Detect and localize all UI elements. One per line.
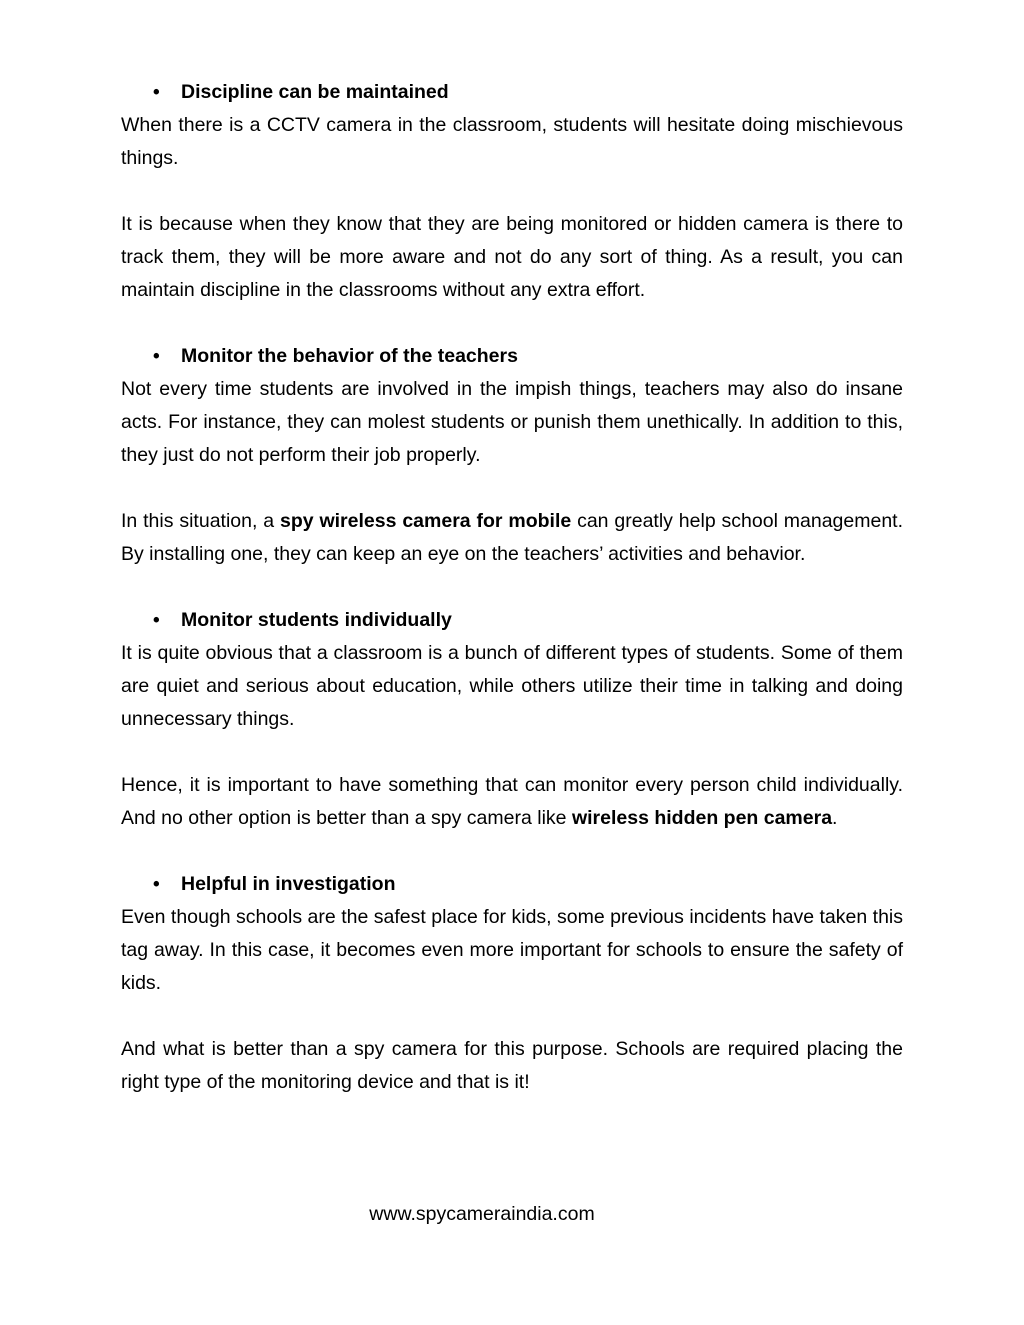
paragraph	[121, 505, 903, 571]
paragraph	[121, 769, 903, 835]
section-discipline	[121, 76, 903, 307]
section-investigation	[121, 868, 903, 1099]
text-run: In this situation, a	[121, 510, 280, 532]
section-heading	[121, 76, 903, 109]
bullet-icon: •	[153, 346, 160, 367]
section-heading	[121, 868, 903, 901]
paragraph: And what is better than a spy camera for this purpose. Schools are required placing the right type of the monitoring device and that is it!	[121, 1038, 903, 1093]
heading-text: Helpful in investigation	[181, 873, 396, 895]
bullet-icon: •	[153, 610, 160, 631]
paragraph: Not every time students are involved in the impish things, teachers may also do insane acts. For instance, they can molest students or punish them unethically. In addition to this, they just do not perform their job properly.	[121, 378, 903, 466]
bullet-icon: •	[153, 874, 160, 895]
heading-text: Discipline can be maintained	[181, 81, 449, 103]
bold-keyword: spy wireless camera for mobile	[280, 510, 572, 532]
text-run: Hence, it is important to have something that can monitor every person child individually. And no other option is better than a spy camera like	[121, 774, 903, 829]
section-teachers	[121, 340, 903, 571]
paragraph: It is quite obvious that a classroom is a bunch of different types of students. Some of them are quiet and serious about education, while others utilize their time in talking and doing unnecessary things.	[121, 642, 903, 730]
paragraph: It is because when they know that they are being monitored or hidden camera is there to track them, they will be more aware and not do any sort of thing. As a result, you can maintain discipline in the classrooms without any extra effort.	[121, 213, 903, 301]
heading-text: Monitor students individually	[181, 609, 452, 631]
section-students	[121, 604, 903, 835]
bold-keyword: wireless hidden pen camera	[571, 807, 833, 829]
paragraph: When there is a CCTV camera in the classroom, students will hesitate doing mischievous things.	[121, 114, 903, 169]
section-heading	[121, 604, 903, 637]
paragraph: Even though schools are the safest place for kids, some previous incidents have taken this tag away. In this case, it becomes even more important for schools to ensure the safety of kids.	[121, 906, 903, 994]
document-page	[121, 76, 903, 1132]
bullet-icon: •	[153, 82, 160, 103]
text-run: .	[832, 807, 838, 829]
footer-url: www.spycameraindia.com	[369, 1203, 595, 1225]
heading-text: Monitor the behavior of the teachers	[181, 345, 518, 367]
section-heading	[121, 340, 903, 373]
text-run: can greatly help school management. By installing one, they can keep an eye on the teachers’ activities and behavior.	[121, 510, 904, 565]
